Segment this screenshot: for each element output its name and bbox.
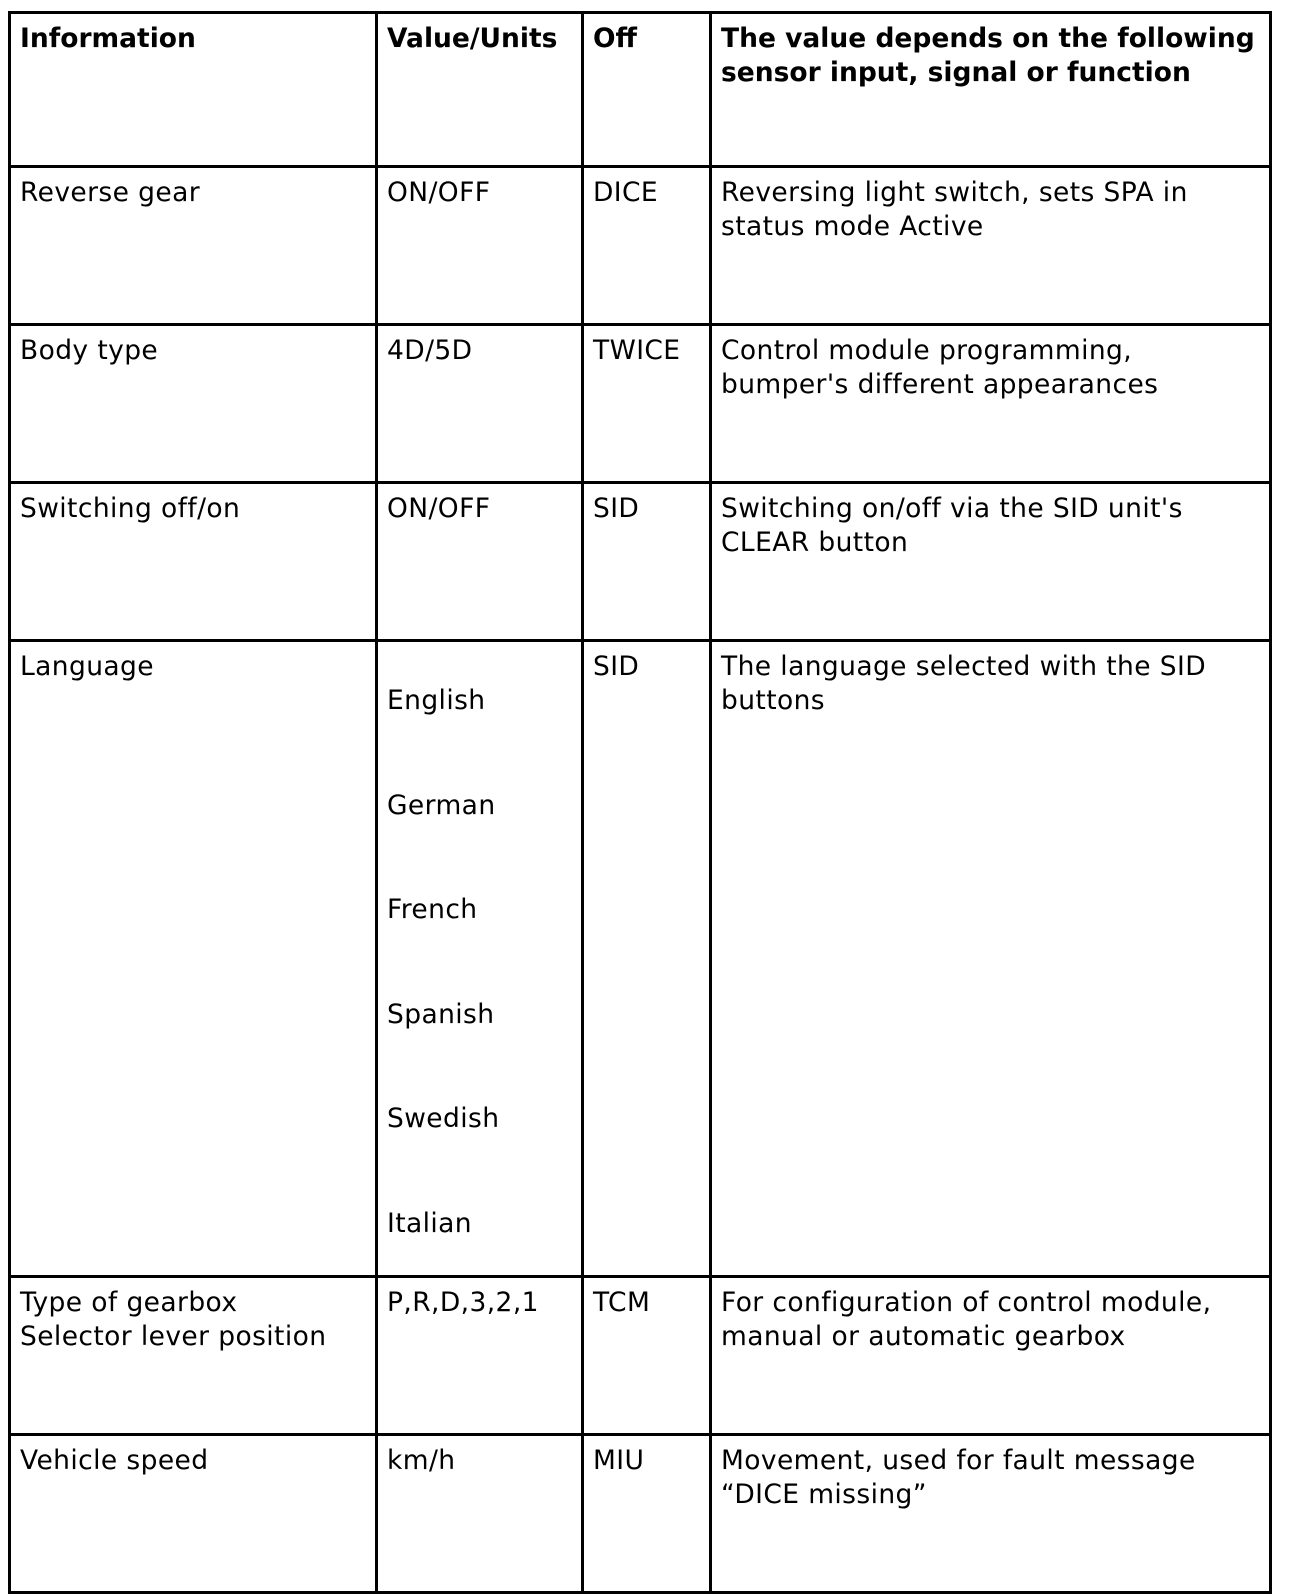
info-table xyxy=(8,11,1272,1594)
cell-value-list xyxy=(377,641,583,1277)
language-option: Italian xyxy=(387,1207,473,1239)
cell-off: SID xyxy=(583,483,711,641)
table-row xyxy=(10,641,1271,1277)
cell-value: 4D/5D xyxy=(377,325,583,483)
cell-information: Type of gearbox Selector lever position xyxy=(10,1276,377,1434)
header-off: Off xyxy=(583,13,711,167)
cell-value: P,R,D,3,2,1 xyxy=(377,1276,583,1434)
table-row xyxy=(10,1434,1271,1592)
language-option: German xyxy=(387,789,496,821)
cell-value: ON/OFF xyxy=(377,483,583,641)
language-option: French xyxy=(387,894,478,925)
language-option: Spanish xyxy=(387,998,495,1030)
cell-information: Switching off/on xyxy=(10,483,377,641)
table-row xyxy=(10,325,1271,483)
cell-off: MIU xyxy=(583,1434,711,1592)
header-depends-on: The value depends on the following sensor input, signal or function xyxy=(711,13,1271,167)
cell-value: km/h xyxy=(377,1434,583,1592)
cell-off: TCM xyxy=(583,1276,711,1434)
cell-off: SID xyxy=(583,641,711,1277)
cell-information: Reverse gear xyxy=(10,167,377,325)
cell-information: Language xyxy=(10,641,377,1277)
cell-off: TWICE xyxy=(583,325,711,483)
header-information: Information xyxy=(10,13,377,167)
cell-depends: The language selected with the SID buttons xyxy=(711,641,1271,1277)
table-row xyxy=(10,167,1271,325)
cell-depends: Movement, used for fault message “DICE missing” xyxy=(711,1434,1271,1592)
cell-value: ON/OFF xyxy=(377,167,583,325)
header-value-units: Value/Units xyxy=(377,13,583,167)
table-row xyxy=(10,483,1271,641)
cell-off: DICE xyxy=(583,167,711,325)
language-option: Swedish xyxy=(387,1103,500,1134)
cell-information: Body type xyxy=(10,325,377,483)
table-row xyxy=(10,1276,1271,1434)
cell-depends: Control module programming, bumper's different appearances xyxy=(711,325,1271,483)
language-option: English xyxy=(387,685,486,716)
table-header-row xyxy=(10,13,1271,167)
cell-depends: Reversing light switch, sets SPA in status mode Active xyxy=(711,167,1271,325)
cell-depends: Switching on/off via the SID unit's CLEAR button xyxy=(711,483,1271,641)
cell-depends: For configuration of control module, manual or automatic gearbox xyxy=(711,1276,1271,1434)
cell-information: Vehicle speed xyxy=(10,1434,377,1592)
